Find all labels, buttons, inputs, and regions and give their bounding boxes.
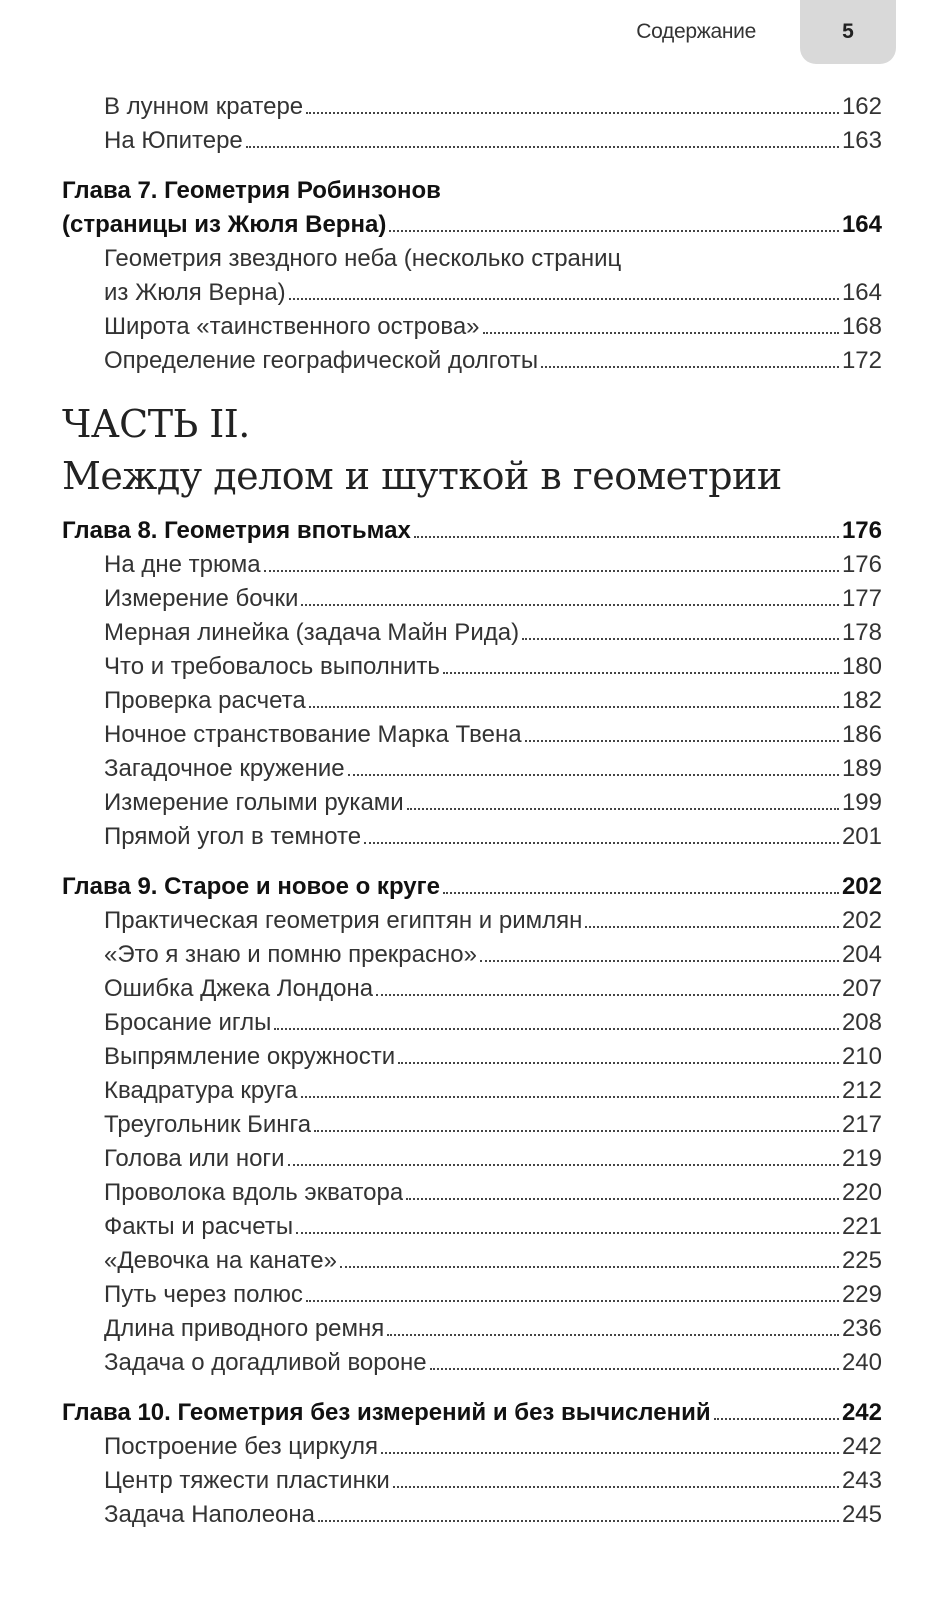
chapter-10-entries xyxy=(62,1430,882,1532)
toc-entry-title: Проверка расчета xyxy=(104,687,306,714)
toc-entry-page: 164 xyxy=(841,279,882,306)
toc-leader-dots xyxy=(483,332,839,334)
toc-entry-page: 208 xyxy=(841,1009,882,1036)
toc-entry-page: 245 xyxy=(841,1501,882,1528)
toc-entry[interactable] xyxy=(62,972,882,1006)
toc-leader-dots xyxy=(246,146,839,148)
toc-leader-dots xyxy=(264,570,839,572)
toc-leader-dots xyxy=(376,994,839,996)
toc-entry[interactable] xyxy=(62,548,882,582)
toc-entry[interactable] xyxy=(62,1244,882,1278)
toc-entry-title: Практическая геометрия египтян и римлян xyxy=(104,907,583,934)
chapter-page: 176 xyxy=(841,517,882,544)
toc-entry[interactable] xyxy=(62,718,882,752)
toc-entry-title: Загадочное кружение xyxy=(104,755,345,782)
toc-entry[interactable] xyxy=(62,1074,882,1108)
toc-entry-page: 242 xyxy=(841,1433,882,1460)
chapter-page: 164 xyxy=(841,211,882,238)
chapter-page: 202 xyxy=(841,873,882,900)
toc-entry[interactable] xyxy=(62,650,882,684)
toc-entry-title: Широта «таинственного острова» xyxy=(104,313,480,340)
chapter-7-title-line1[interactable]: Глава 7. Геометрия Робинзонов xyxy=(62,177,441,204)
chapter-9-heading[interactable] xyxy=(62,870,882,904)
toc-entry[interactable] xyxy=(62,90,882,124)
toc-entry[interactable] xyxy=(62,820,882,854)
toc-entry-page: 199 xyxy=(841,789,882,816)
toc-entry-title: Проволока вдоль экватора xyxy=(104,1179,404,1206)
toc-entry-page: 172 xyxy=(841,347,882,374)
toc-leader-dots xyxy=(348,774,839,776)
toc-leader-dots xyxy=(309,706,839,708)
chapter-title: Глава 8. Геометрия впотьмах xyxy=(62,517,411,544)
toc-leader-dots xyxy=(306,112,839,114)
toc-entry[interactable] xyxy=(62,276,882,310)
toc-entry-title: Длина приводного ремня xyxy=(104,1315,385,1342)
toc-entry-title: Определение географической долготы xyxy=(104,347,539,374)
toc-leader-dots xyxy=(430,1368,839,1370)
toc-leader-dots xyxy=(480,960,839,962)
toc-entry[interactable] xyxy=(62,1464,882,1498)
toc-leader-dots xyxy=(296,1232,839,1234)
toc-leader-dots xyxy=(541,366,839,368)
toc-entry[interactable] xyxy=(62,752,882,786)
chapter-page: 242 xyxy=(841,1399,882,1426)
toc-entry-title: В лунном кратере xyxy=(104,93,304,120)
toc-entry-title: «Это я знаю и помню прекрасно» xyxy=(104,941,477,968)
toc-entry-page: 176 xyxy=(841,551,882,578)
toc-leader-dots xyxy=(387,1334,839,1336)
toc-leader-dots xyxy=(406,1198,839,1200)
toc-leader-dots xyxy=(288,1164,839,1166)
toc-entry-page: 236 xyxy=(841,1315,882,1342)
toc-leader-dots xyxy=(301,1096,839,1098)
toc-entry[interactable] xyxy=(62,904,882,938)
chapter-title: (страницы из Жюля Верна) xyxy=(62,211,387,238)
chapter-8-heading[interactable] xyxy=(62,514,882,548)
toc-leader-dots xyxy=(443,672,839,674)
toc-entry-page: 177 xyxy=(841,585,882,612)
chapter-title: Глава 9. Старое и новое о круге xyxy=(62,873,440,900)
toc-entry-title: из Жюля Верна) xyxy=(104,279,286,306)
toc-leader-dots xyxy=(393,1486,839,1488)
toc-leader-dots xyxy=(525,740,839,742)
toc-entry-title: На дне трюма xyxy=(104,551,261,578)
toc-entry[interactable] xyxy=(62,310,882,344)
toc-entry-title: Мерная линейка (задача Майн Рида) xyxy=(104,619,520,646)
toc-entry-page: 210 xyxy=(841,1043,882,1070)
toc-entry[interactable] xyxy=(62,616,882,650)
toc-entry-title: Построение без циркуля xyxy=(104,1433,379,1460)
toc-entry-title: Измерение голыми руками xyxy=(104,789,404,816)
toc-entry-page: 229 xyxy=(841,1281,882,1308)
toc-entry-page: 178 xyxy=(841,619,882,646)
toc-entry[interactable] xyxy=(62,1176,882,1210)
toc-entry-page: 220 xyxy=(841,1179,882,1206)
toc-entry-title: Квадратура круга xyxy=(104,1077,298,1104)
toc-entry-page: 207 xyxy=(841,975,882,1002)
toc-entry-page: 240 xyxy=(841,1349,882,1376)
toc-entry[interactable] xyxy=(62,1498,882,1532)
toc-entry[interactable] xyxy=(62,1430,882,1464)
toc-entry-title: Путь через полюс xyxy=(104,1281,303,1308)
chapter-10-heading[interactable] xyxy=(62,1396,882,1430)
toc-entry-title: Ночное странствование Марка Твена xyxy=(104,721,522,748)
toc-entry-page: 202 xyxy=(841,907,882,934)
chapter-7-heading[interactable] xyxy=(62,208,882,242)
toc-entry-title: Бросание иглы xyxy=(104,1009,272,1036)
toc-entry-title: На Юпитере xyxy=(104,127,243,154)
toc-entry-page: 217 xyxy=(841,1111,882,1138)
toc-entry-page: 180 xyxy=(841,653,882,680)
toc-leader-dots xyxy=(274,1028,839,1030)
toc-leader-dots xyxy=(443,892,839,894)
toc-entry[interactable] xyxy=(62,1346,882,1380)
toc-entry[interactable] xyxy=(62,786,882,820)
toc-leader-dots xyxy=(381,1452,839,1454)
toc-entry[interactable] xyxy=(62,938,882,972)
toc-entry-page: 182 xyxy=(841,687,882,714)
toc-entry-title: Выпрямление окружности xyxy=(104,1043,396,1070)
toc-entry[interactable] xyxy=(62,1210,882,1244)
toc-leader-dots xyxy=(301,604,839,606)
toc-entry-page: 204 xyxy=(841,941,882,968)
toc-entry-title-line1[interactable]: Геометрия звездного неба (несколько страниц xyxy=(104,245,622,272)
toc-leader-dots xyxy=(714,1418,839,1420)
toc-entry-page: 162 xyxy=(841,93,882,120)
toc-entry[interactable] xyxy=(62,684,882,718)
toc-entry-title: Прямой угол в темноте xyxy=(104,823,362,850)
toc-entry[interactable] xyxy=(62,1142,882,1176)
toc-leader-dots xyxy=(414,536,839,538)
toc-leader-dots xyxy=(340,1266,839,1268)
toc-leader-dots xyxy=(314,1130,839,1132)
toc-entry-page: 225 xyxy=(841,1247,882,1274)
toc-leader-dots xyxy=(289,298,839,300)
toc-entry-title: Задача Наполеона xyxy=(104,1501,315,1528)
toc-leader-dots xyxy=(318,1520,839,1522)
part-2-title: Между делом и шуткой в геометрии xyxy=(62,454,782,498)
chapter-title: Глава 10. Геометрия без измерений и без вычислений xyxy=(62,1399,711,1426)
toc-entry-title: Центр тяжести пластинки xyxy=(104,1467,390,1494)
toc-entry-page: 221 xyxy=(841,1213,882,1240)
toc-leader-dots xyxy=(407,808,839,810)
toc-entry-page: 189 xyxy=(841,755,882,782)
toc-entry[interactable] xyxy=(62,1278,882,1312)
toc-entry-page: 243 xyxy=(841,1467,882,1494)
chapter-9-entries xyxy=(62,904,882,1380)
toc-entry[interactable] xyxy=(62,582,882,616)
part-2-label: ЧАСТЬ II. xyxy=(62,402,250,446)
toc-entry[interactable] xyxy=(62,1040,882,1074)
toc-entry-title: Ошибка Джека Лондона xyxy=(104,975,374,1002)
toc-leader-dots xyxy=(585,926,839,928)
running-header-title: Содержание xyxy=(636,20,756,43)
toc-entry-page: 186 xyxy=(841,721,882,748)
page-number-tab: 5 xyxy=(800,0,896,64)
toc-entry-page: 212 xyxy=(841,1077,882,1104)
toc-entry[interactable] xyxy=(62,344,882,378)
toc-entry[interactable] xyxy=(62,1312,882,1346)
toc-leader-dots xyxy=(364,842,839,844)
toc-entry-page: 163 xyxy=(841,127,882,154)
toc-entry-title: Измерение бочки xyxy=(104,585,299,612)
toc-leader-dots xyxy=(306,1300,839,1302)
toc-entry[interactable] xyxy=(62,1006,882,1040)
toc-entry[interactable] xyxy=(62,1108,882,1142)
toc-entry-title: Голова или ноги xyxy=(104,1145,285,1172)
toc-leader-dots xyxy=(398,1062,839,1064)
toc-entry-page: 219 xyxy=(841,1145,882,1172)
chapter-8-entries xyxy=(62,548,882,854)
toc-entry-title: Что и требовалось выполнить xyxy=(104,653,440,680)
toc-entry[interactable] xyxy=(62,124,882,158)
toc-leader-dots xyxy=(389,230,839,232)
toc-entry-page: 201 xyxy=(841,823,882,850)
toc-leader-dots xyxy=(522,638,839,640)
toc-entry-title: Задача о догадливой вороне xyxy=(104,1349,427,1376)
toc-entry-page: 168 xyxy=(841,313,882,340)
toc-entry-title: «Девочка на канате» xyxy=(104,1247,337,1274)
page-header xyxy=(0,0,934,70)
toc-entry-title: Треугольник Бинга xyxy=(104,1111,312,1138)
table-of-contents xyxy=(62,90,882,1532)
toc-entry-title: Факты и расчеты xyxy=(104,1213,294,1240)
part-2-heading xyxy=(62,398,882,502)
